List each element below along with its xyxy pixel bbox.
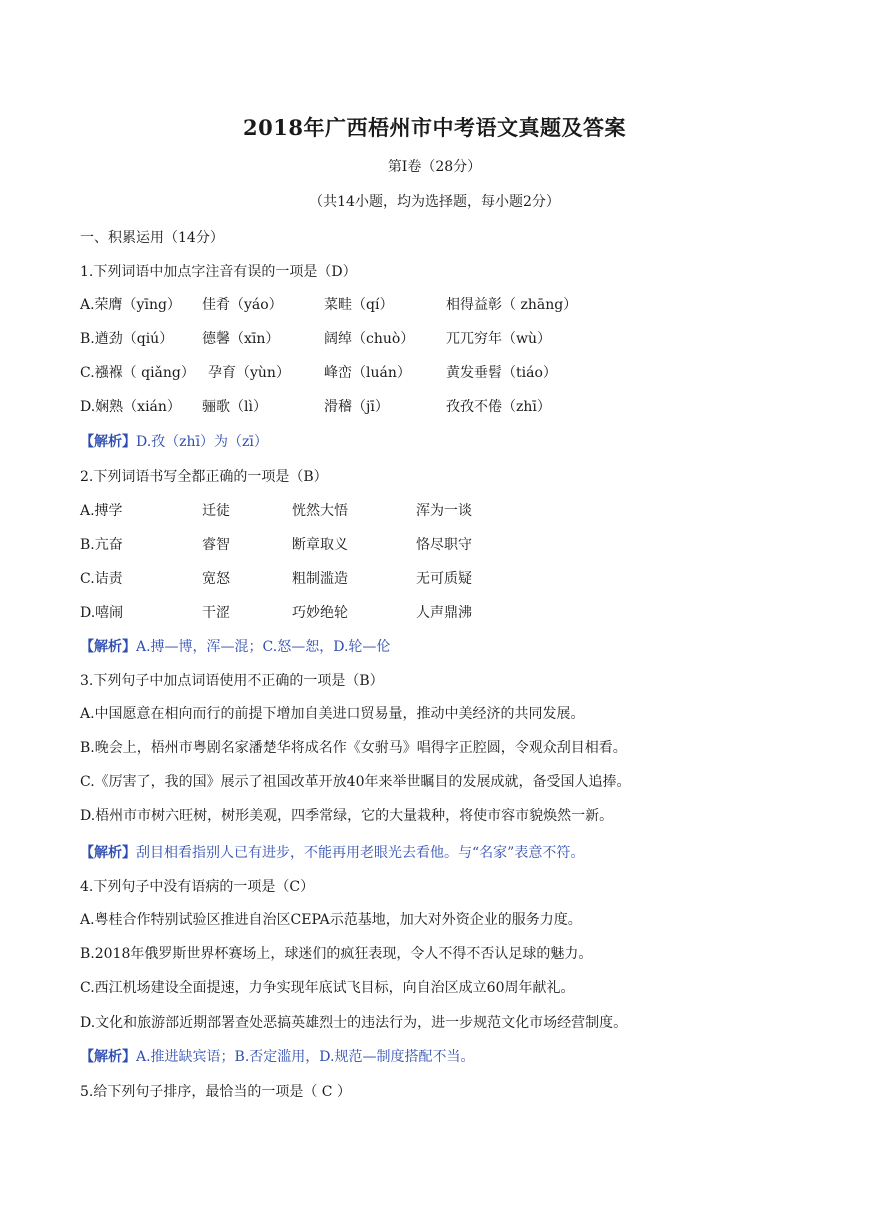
- analysis-tag: 【解析】: [80, 845, 136, 861]
- instruction-note: （共14小题，均为选择题，每小题2分）: [309, 194, 560, 210]
- analysis-tag: 【解析】: [80, 1049, 136, 1065]
- analysis-tag: 【解析】: [80, 434, 136, 450]
- question-4-option-a: A.粤桂合作特别试验区推进自治区CEPA示范基地，加大对外资企业的服务力度。: [80, 912, 582, 928]
- option-term: B.亢奋: [80, 537, 123, 553]
- question-1-analysis: [80, 431, 268, 451]
- question-3-option-c: C.《厉害了，我的国》展示了祖国改革开放40年来举世瞩目的发展成就，备受国人追捧。: [80, 774, 631, 790]
- analysis-text: A.搏—博，浑—混；C.怒—恕，D.轮—伦: [136, 639, 391, 655]
- question-3-analysis: [80, 842, 584, 862]
- option-term: 骊歌（lì）: [202, 399, 267, 415]
- option-term: 相得益彰（ zhāng）: [446, 297, 578, 313]
- option-term: 无可质疑: [416, 571, 472, 587]
- option-term: 迁徒: [202, 503, 230, 519]
- question-3-option-a: A.中国愿意在相向而行的前提下增加自美进口贸易量，推动中美经济的共同发展。: [80, 706, 585, 722]
- analysis-text: D.孜（zhī）为（zī）: [136, 434, 268, 450]
- option-term: 滑稽（jī）: [324, 399, 389, 415]
- question-2-analysis: [80, 636, 390, 656]
- option-term: A.荣膺（yīng）: [80, 297, 181, 313]
- section-heading: 一、积累运用（14分）: [80, 230, 224, 246]
- option-term: B.遒劲（qiú）: [80, 331, 174, 347]
- question-2-stem: 2.下列词语书写全都正确的一项是（B）: [80, 469, 328, 485]
- option-term: 巧妙绝轮: [292, 605, 348, 621]
- question-4-analysis: [80, 1046, 474, 1066]
- option-term: 峰峦（luán）: [324, 365, 411, 381]
- option-term: D.嘻闹: [80, 605, 124, 621]
- question-3-option-d: D.梧州市市树六旺树，树形美观，四季常绿，它的大量栽种，将使市容市貌焕然一新。: [80, 808, 614, 824]
- option-term: 兀兀穷年（wù）: [446, 331, 551, 347]
- question-4-option-d: D.文化和旅游部近期部署查处恶搞英雄烈士的违法行为，进一步规范文化市场经营制度。: [80, 1015, 628, 1031]
- option-term: 孜孜不倦（zhī）: [446, 399, 551, 415]
- question-4-option-c: C.西江机场建设全面提速，力争实现年底试飞目标，向自治区成立60周年献礼。: [80, 980, 575, 996]
- question-4-stem: 4.下列句子中没有语病的一项是（C）: [80, 879, 315, 895]
- option-term: 睿智: [202, 537, 230, 553]
- question-5-stem: 5.给下列句子排序，最恰当的一项是（ C ）: [80, 1084, 351, 1100]
- page-title: 2018年广西梧州市中考语文真题及答案: [243, 115, 626, 140]
- option-term: 德馨（xīn）: [202, 331, 280, 347]
- option-term: 恍然大悟: [292, 503, 348, 519]
- question-1-stem: 1.下列词语中加点字注音有误的一项是（D）: [80, 264, 357, 280]
- option-term: 断章取义: [292, 537, 348, 553]
- option-term: 菜畦（qí）: [324, 297, 394, 313]
- option-term: A.搏学: [80, 503, 123, 519]
- option-term: D.娴熟（xián）: [80, 399, 181, 415]
- option-term: 人声鼎沸: [416, 605, 472, 621]
- option-term: 黄发垂髫（tiáo）: [446, 365, 557, 381]
- question-3-option-b: B.晚会上，梧州市粤剧名家潘楚华将成名作《女驸马》唱得字正腔圆，令观众刮目相看。: [80, 740, 627, 756]
- analysis-tag: 【解析】: [80, 639, 136, 655]
- volume-heading: 第Ⅰ卷（28分）: [387, 159, 482, 175]
- option-term: 孕育（yùn）: [208, 365, 290, 381]
- option-term: C.襁褓（ qiǎng）: [80, 365, 195, 381]
- option-term: 阔绰（chuò）: [324, 331, 415, 347]
- option-term: 佳肴（yáo）: [202, 297, 283, 313]
- option-term: 恪尽职守: [416, 537, 472, 553]
- question-3-stem: 3.下列句子中加点词语使用不正确的一项是（B）: [80, 673, 384, 689]
- option-term: 干涩: [202, 605, 230, 621]
- option-term: 粗制滥造: [292, 571, 348, 587]
- analysis-text: A.推进缺宾语；B.否定滥用，D.规范—制度搭配不当。: [136, 1049, 475, 1065]
- option-term: 浑为一谈: [416, 503, 472, 519]
- option-term: C.诘责: [80, 571, 123, 587]
- question-4-option-b: B.2018年俄罗斯世界杯赛场上，球迷们的疯狂表现，令人不得不否认足球的魅力。: [80, 946, 593, 962]
- analysis-text: 刮目相看指别人已有进步，不能再用老眼光去看他。与“名家”表意不符。: [136, 845, 585, 861]
- option-term: 宽怒: [202, 571, 230, 587]
